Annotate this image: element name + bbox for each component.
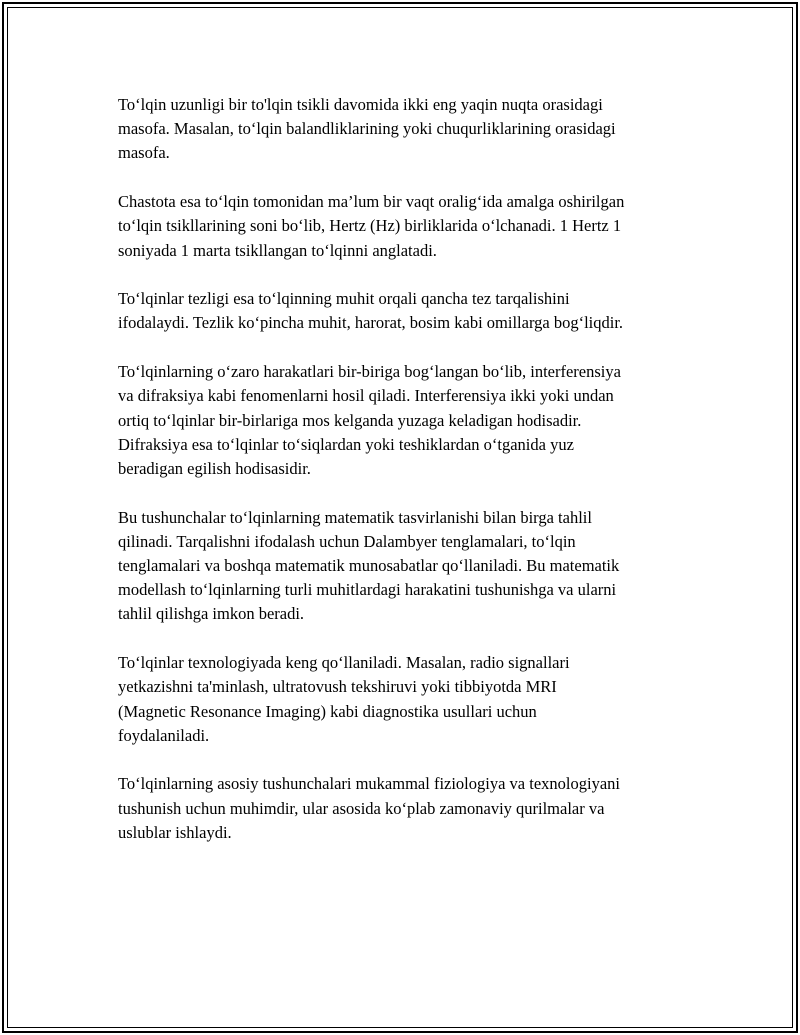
paragraph-technology: [118, 651, 698, 748]
text-line: ifodalaydi. Tezlik ko‘pincha muhit, harorat, bosim kabi omillarga bog‘liqdir.: [118, 313, 624, 333]
text-line: uslublar ishlaydi.: [118, 822, 232, 842]
text-line: ortiq to‘lqinlar bir-birlariga mos kelganda yuzaga keladigan hodisadir.: [118, 410, 582, 430]
text-line: modellash to‘lqinlarning turli muhitlardagi harakatini tushunishga va ularni: [118, 580, 617, 600]
text-line: To‘lqinlarning o‘zaro harakatlari bir-biriga bog‘langan bo‘lib, interferensiya: [118, 362, 621, 382]
document-body: [118, 93, 698, 870]
text-line: to‘lqin tsikllarining soni bo‘lib, Hertz (Hz) birliklarida o‘lchanadi. 1 Hertz 1: [118, 216, 622, 236]
text-line: To‘lqin uzunligi bir to'lqin tsikli davomida ikki eng yaqin nuqta orasidagi: [118, 95, 603, 114]
paragraph-interference: [118, 360, 698, 481]
text-line: va difraksiya kabi fenomenlarni hosil qiladi. Interferensiya ikki yoki undan: [118, 386, 614, 406]
text-line: foydalaniladi.: [118, 725, 210, 745]
text-line: yetkazishni ta'minlash, ultratovush tekshiruvi yoki tibbiyotda MRI: [118, 677, 557, 697]
text-line: beradigan egilish hodisasidir.: [118, 458, 311, 478]
text-line: To‘lqinlarning asosiy tushunchalari mukammal fiziologiya va texnologiyani: [118, 774, 620, 794]
text-line: masofa.: [118, 143, 170, 163]
text-line: Chastota esa to‘lqin tomonidan ma’lum bir vaqt oralig‘ida amalga oshirilgan: [118, 192, 625, 212]
text-line: tushunish uchun muhimdir, ular asosida ko‘plab zamonaviy qurilmalar va: [118, 798, 605, 818]
paragraph-frequency: [118, 190, 698, 263]
text-line: tahlil qilishga imkon beradi.: [118, 604, 305, 624]
paragraph-conclusion: [118, 772, 698, 845]
paragraph-wavelength: [118, 93, 698, 166]
text-line: masofa. Masalan, to‘lqin balandliklarining yoki chuqurliklarining orasidagi: [118, 119, 616, 139]
text-line: To‘lqinlar tezligi esa to‘lqinning muhit orqali qancha tez tarqalishini: [118, 289, 570, 309]
paragraph-mathematics: [118, 506, 698, 627]
text-line: To‘lqinlar texnologiyada keng qo‘llaniladi. Masalan, radio signallari: [118, 653, 570, 673]
text-line: Bu tushunchalar to‘lqinlarning matematik tasvirlanishi bilan birga tahlil: [118, 507, 592, 527]
text-line: qilinadi. Tarqalishni ifodalash uchun Dalambyer tenglamalari, to‘lqin: [118, 531, 576, 551]
text-line: (Magnetic Resonance Imaging) kabi diagnostika usullari uchun: [118, 701, 537, 721]
text-line: soniyada 1 marta tsikllangan to‘lqinni anglatadi.: [118, 240, 437, 260]
text-line: tenglamalari va boshqa matematik munosabatlar qo‘llaniladi. Bu matematik: [118, 556, 620, 576]
text-line: Difraksiya esa to‘lqinlar to‘siqlardan yoki teshiklardan o‘tganida yuz: [118, 434, 574, 454]
paragraph-speed: [118, 287, 698, 335]
